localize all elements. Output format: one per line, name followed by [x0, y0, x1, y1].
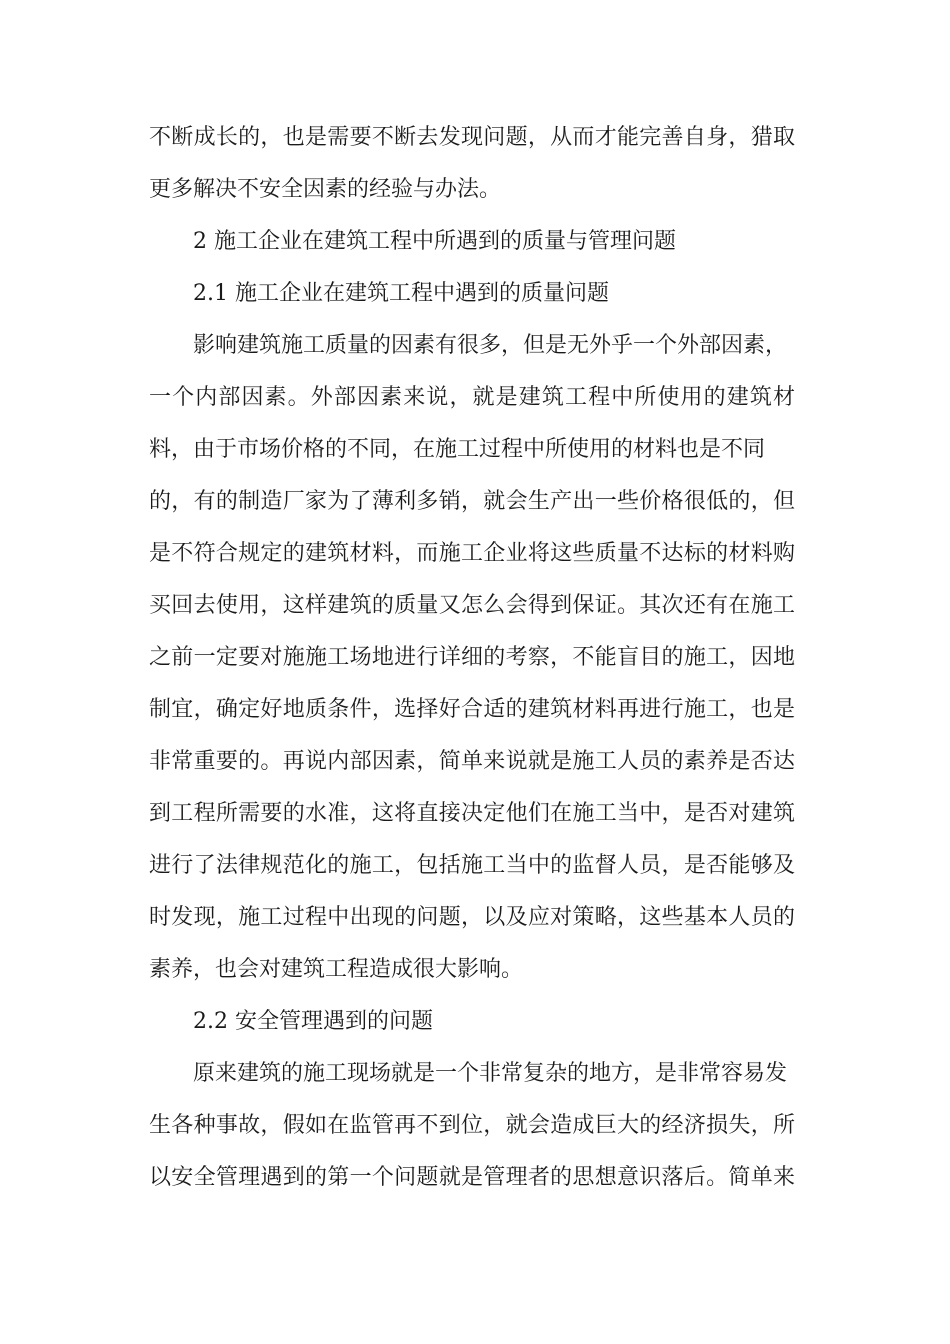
paragraph-line: 非常重要的。再说内部因素，简单来说就是施工人员的素养是否达: [149, 749, 795, 774]
paragraph-line: 素养，也会对建筑工程造成很大影响。: [149, 957, 524, 982]
paragraph-line: 到工程所需要的水准，这将直接决定他们在施工当中，是否对建筑: [149, 801, 795, 826]
paragraph-line: 一个内部因素。外部因素来说，就是建筑工程中所使用的建筑材: [149, 385, 795, 410]
paragraph-line: 是不符合规定的建筑材料，而施工企业将这些质量不达标的材料购: [149, 541, 795, 566]
paragraph-line: 以安全管理遇到的第一个问题就是管理者的思想意识落后。简单来: [149, 1165, 795, 1190]
paragraph-line: 更多解决不安全因素的经验与办法。: [149, 177, 502, 202]
paragraph-line: 料，由于市场价格的不同，在施工过程中所使用的材料也是不同: [149, 437, 766, 462]
paragraph-line: 原来建筑的施工现场就是一个非常复杂的地方，是非常容易发: [193, 1061, 788, 1086]
paragraph-line: 制宜，确定好地质条件，选择好合适的建筑材料再进行施工，也是: [149, 697, 795, 722]
paragraph-line: 的，有的制造厂家为了薄利多销，就会生产出一些价格很低的，但: [149, 489, 795, 514]
section-heading: 2 施工企业在建筑工程中所遇到的质量与管理问题: [193, 229, 676, 254]
paragraph-line: 不断成长的，也是需要不断去发现问题，从而才能完善自身，猎取: [149, 125, 795, 150]
subsection-heading: 2.2 安全管理遇到的问题: [193, 1009, 433, 1034]
subsection-heading: 2.1 施工企业在建筑工程中遇到的质量问题: [193, 281, 609, 306]
paragraph-line: 进行了法律规范化的施工，包括施工当中的监督人员，是否能够及: [149, 853, 795, 878]
paragraph-line: 影响建筑施工质量的因素有很多，但是无外乎一个外部因素，: [193, 333, 788, 358]
paragraph-line: 生各种事故，假如在监管再不到位，就会造成巨大的经济损失，所: [149, 1113, 795, 1138]
paragraph-line: 时发现，施工过程中出现的问题，以及应对策略，这些基本人员的: [149, 905, 795, 930]
paragraph-line: 之前一定要对施施工场地进行详细的考察，不能盲目的施工，因地: [149, 645, 795, 670]
paragraph-line: 买回去使用，这样建筑的质量又怎么会得到保证。其次还有在施工: [149, 593, 795, 618]
